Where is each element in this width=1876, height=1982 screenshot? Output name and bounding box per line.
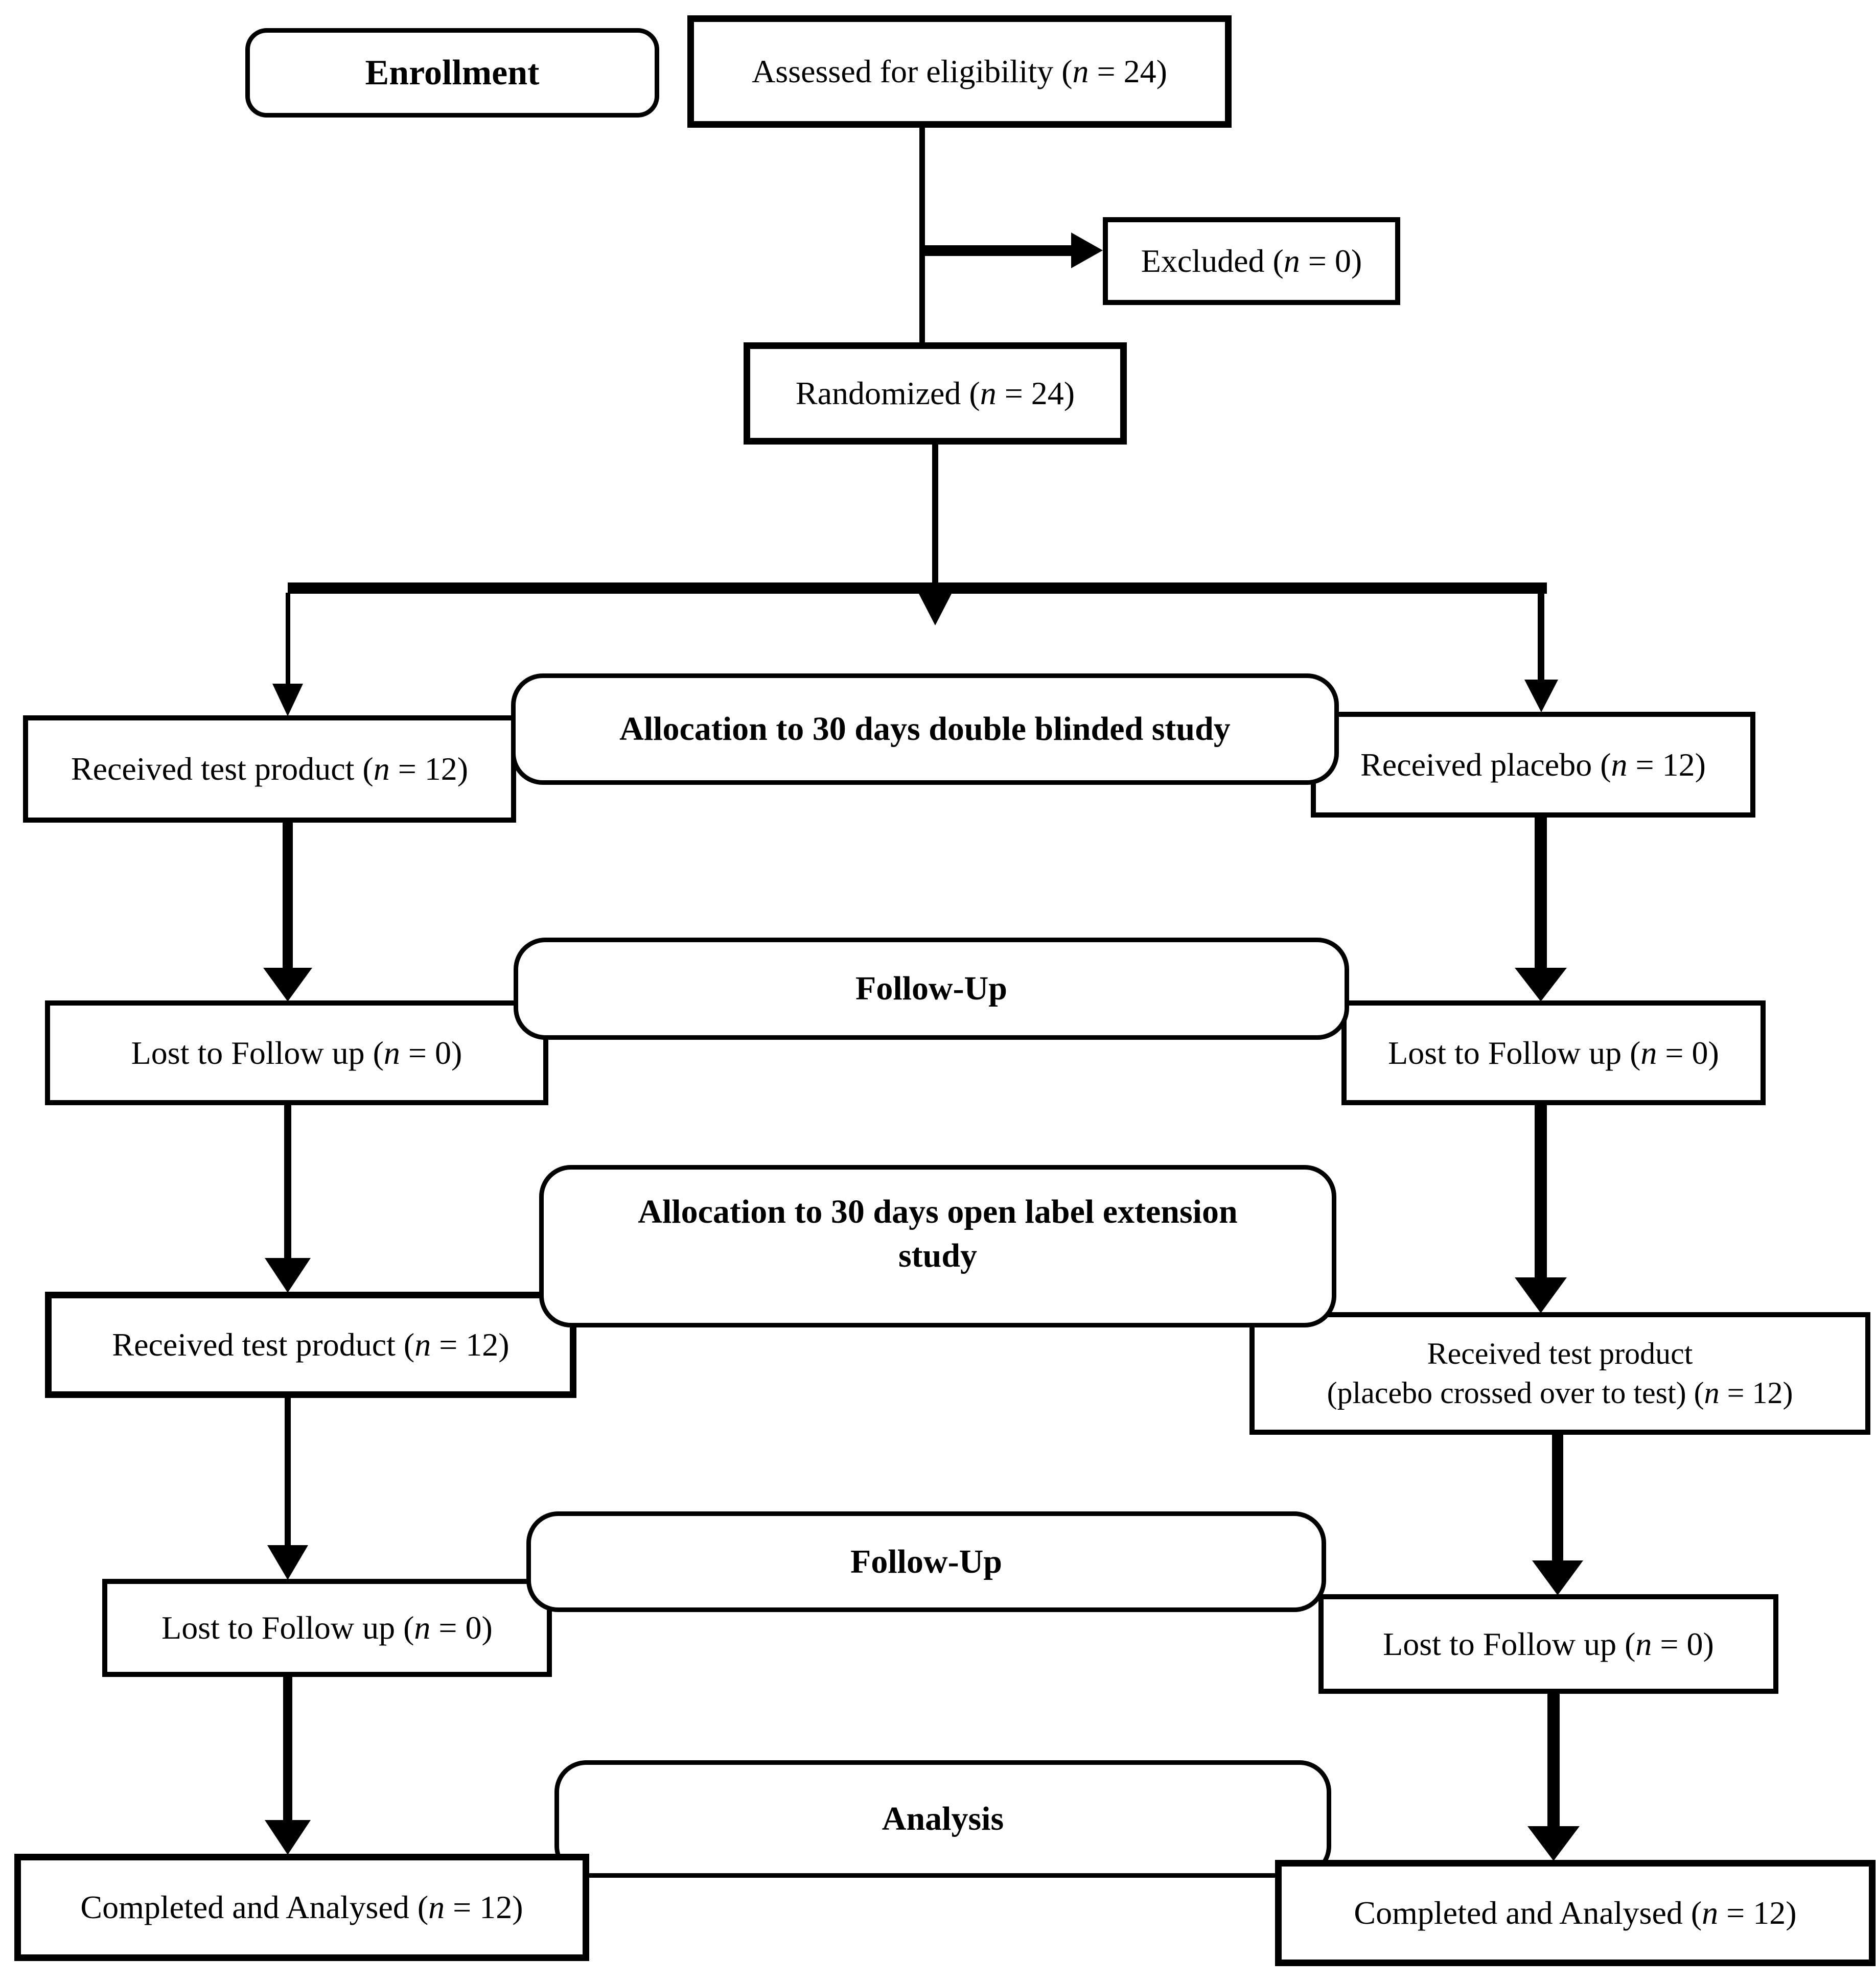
- arrow-crossover-to-lost2-arrowhead: [1532, 1560, 1583, 1595]
- italic-n: n: [414, 1610, 431, 1646]
- received-test-product-2-box: [45, 1292, 576, 1398]
- box-label: Lost to Follow up (n = 0): [131, 1034, 462, 1071]
- lost-to-follow-up-2-left-box: [102, 1579, 552, 1677]
- box-label: Randomized (n = 24): [795, 375, 1075, 412]
- received-crossover-box: [1249, 1312, 1870, 1435]
- italic-n: n: [1702, 1895, 1719, 1931]
- box-label: Received placebo (n = 12): [1360, 746, 1706, 783]
- box-label: Allocation to 30 days open label extension study: [638, 1193, 1238, 1274]
- italic-n: n: [428, 1889, 445, 1926]
- assessed-eligibility-box: [687, 15, 1232, 128]
- italic-n: n: [1704, 1376, 1720, 1410]
- arrow-received-placebo-to-lost1: [1535, 817, 1547, 970]
- completed-analysed-left-box: [14, 1854, 589, 1961]
- italic-n: n: [1635, 1625, 1652, 1662]
- italic-n: n: [414, 1326, 431, 1363]
- italic-n: n: [1283, 243, 1300, 279]
- lost-to-follow-up-2-right-box: [1318, 1594, 1778, 1694]
- arrow-lost1-to-crossover: [1535, 1105, 1547, 1279]
- randomized-box: [744, 342, 1127, 445]
- arrow-received-test-2-to-lost2-arrowhead: [267, 1545, 308, 1580]
- allocation-open-label-stage-box: [539, 1165, 1336, 1327]
- box-label: Follow-Up: [855, 970, 1007, 1008]
- arrow-lost1-to-crossover-arrowhead: [1515, 1277, 1567, 1313]
- arrow-to-excluded: [922, 245, 1076, 256]
- arrow-branch-to-received-test-arrowhead: [272, 684, 303, 716]
- box-label: Lost to Follow up (n = 0): [161, 1610, 493, 1646]
- arrow-randomized-to-branch: [932, 444, 938, 586]
- italic-n: n: [383, 1034, 400, 1071]
- arrow-lost2-to-completed-right: [1547, 1694, 1560, 1828]
- analysis-stage-box: [554, 1760, 1331, 1878]
- arrow-lost2-to-completed-left: [283, 1677, 292, 1822]
- arrow-received-test-to-lost1: [283, 822, 293, 970]
- box-label: Assessed for eligibility (n = 24): [752, 53, 1167, 90]
- branch-center-arrowhead: [919, 594, 952, 625]
- arrow-received-placebo-to-lost1-arrowhead: [1515, 968, 1567, 1001]
- arrow-branch-to-received-placebo-arrowhead: [1524, 680, 1558, 712]
- completed-analysed-right-box: [1275, 1860, 1875, 1966]
- italic-n: n: [1072, 53, 1089, 90]
- follow-up-1-stage-box: [514, 938, 1349, 1040]
- box-label: Received test product (n = 12): [112, 1326, 509, 1363]
- excluded-box: [1103, 217, 1400, 305]
- arrow-to-excluded-arrowhead: [1071, 232, 1103, 268]
- box-label: Completed and Analysed (n = 12): [1354, 1895, 1797, 1931]
- box-label: Enrollment: [365, 53, 540, 92]
- box-label: Analysis: [882, 1800, 1004, 1838]
- box-label: Received test product (n = 12): [71, 751, 469, 787]
- arrow-received-test-to-lost1-arrowhead: [263, 968, 312, 1001]
- arrow-received-test-2-to-lost2: [285, 1398, 291, 1547]
- italic-n: n: [1611, 746, 1628, 783]
- box-label: Allocation to 30 days double blinded study: [619, 710, 1231, 748]
- box-label: Lost to Follow up (n = 0): [1388, 1034, 1719, 1071]
- box-label: Completed and Analysed (n = 12): [80, 1889, 523, 1926]
- arrow-lost2-to-completed-right-arrowhead: [1527, 1826, 1580, 1861]
- arrow-lost1-to-received-test-2: [284, 1105, 291, 1260]
- arrow-assessed-to-randomized: [919, 127, 925, 343]
- box-label: Follow-Up: [850, 1543, 1002, 1580]
- box-label: Lost to Follow up (n = 0): [1383, 1625, 1714, 1662]
- received-test-product-1-box: [23, 715, 516, 823]
- arrow-lost2-to-completed-left-arrowhead: [265, 1820, 311, 1855]
- box-label: Excluded (n = 0): [1141, 243, 1362, 279]
- branch-line: [288, 582, 1547, 594]
- arrow-branch-to-received-placebo: [1538, 593, 1544, 681]
- allocation-double-blind-stage-box: [511, 673, 1339, 785]
- arrow-branch-to-received-test: [286, 593, 290, 686]
- box-label: Received test product (placebo crossed over to test) (n = 12): [1327, 1337, 1793, 1410]
- italic-n: n: [1640, 1034, 1657, 1071]
- lost-to-follow-up-1-right-box: [1341, 1000, 1766, 1105]
- arrow-lost1-to-received-test-2-arrowhead: [265, 1258, 311, 1293]
- enrollment-stage-box: [245, 28, 659, 118]
- received-placebo-box: [1311, 712, 1755, 818]
- italic-n: n: [980, 375, 997, 412]
- lost-to-follow-up-1-left-box: [45, 1000, 548, 1105]
- italic-n: n: [373, 751, 390, 787]
- follow-up-2-stage-box: [526, 1511, 1326, 1612]
- arrow-crossover-to-lost2: [1552, 1435, 1563, 1561]
